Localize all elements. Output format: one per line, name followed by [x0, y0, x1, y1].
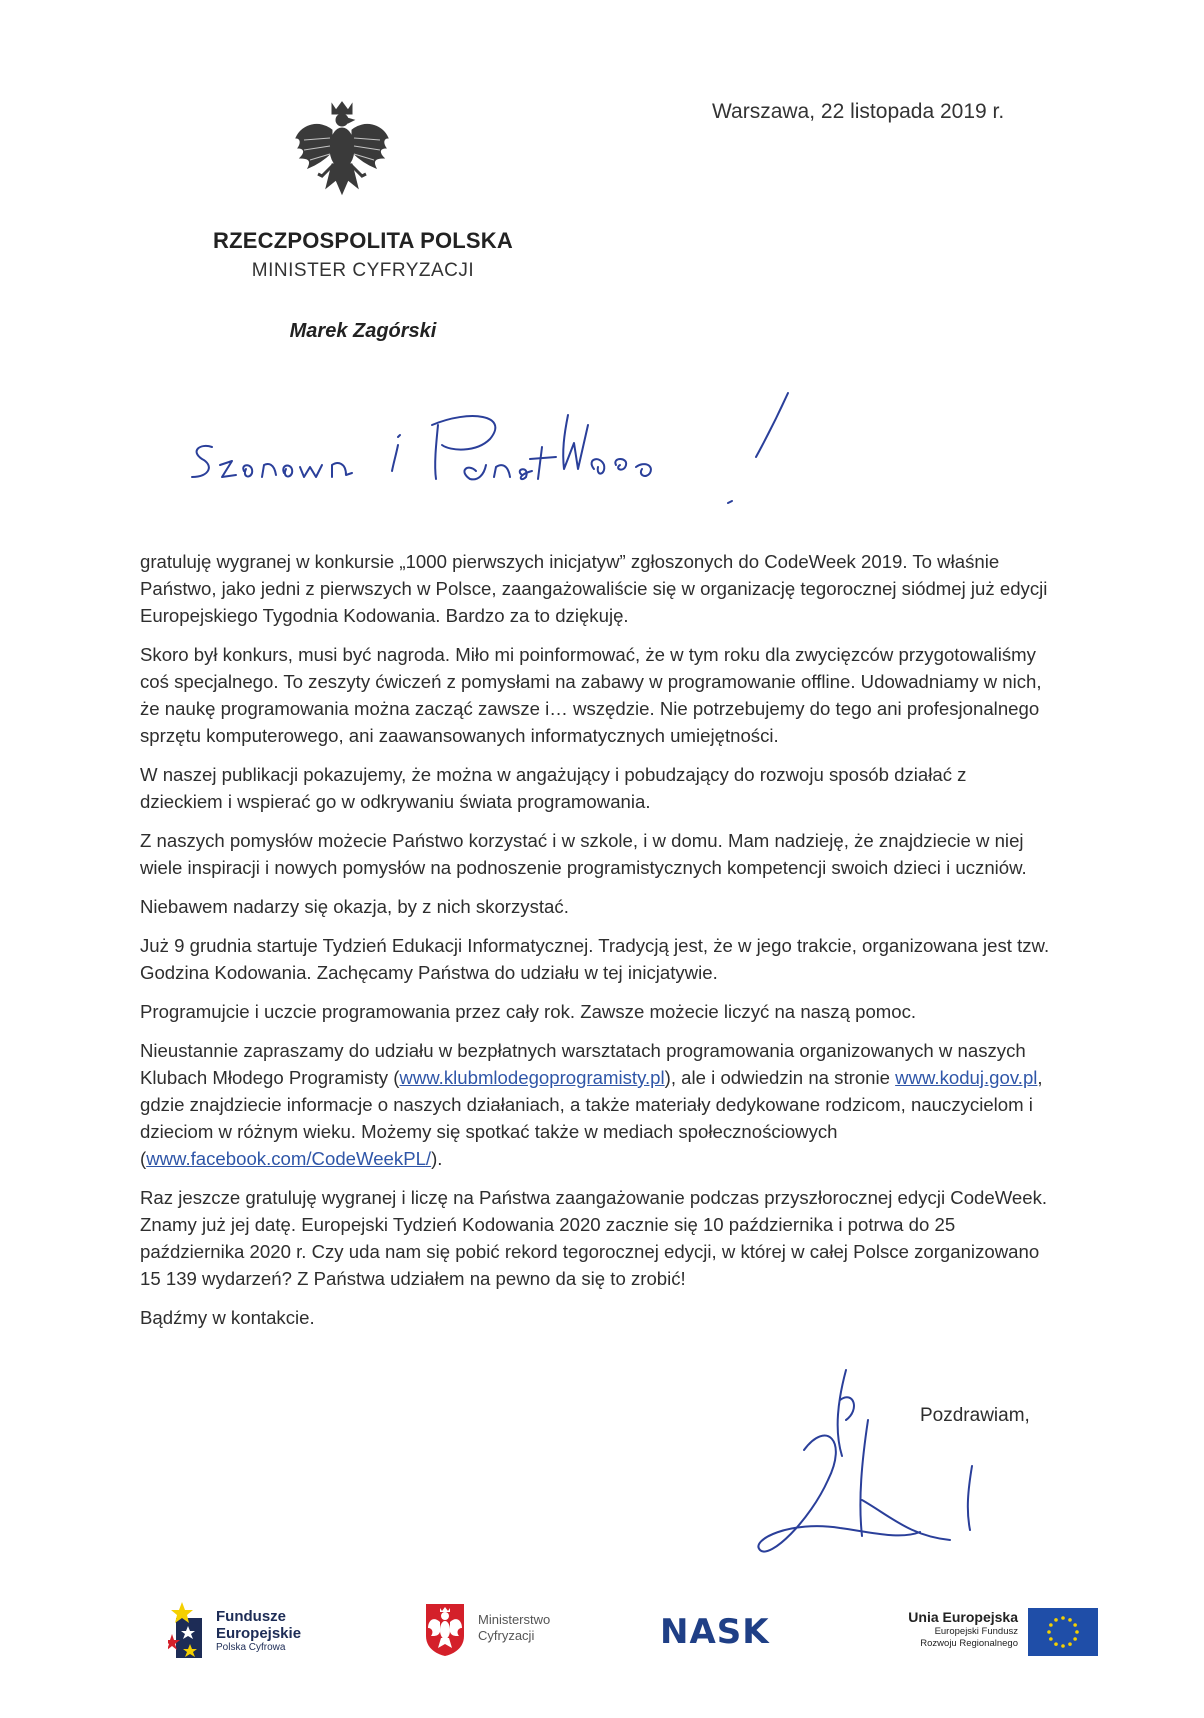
link-koduj[interactable]: www.koduj.gov.pl	[895, 1067, 1038, 1088]
eu-star	[1061, 1616, 1065, 1620]
closing-greeting: Pozdrawiam,	[920, 1405, 1030, 1426]
institution-subtitle: MINISTER CYFRYZACJI	[251, 260, 475, 281]
footer-logos	[0, 1598, 1204, 1678]
paragraph: Z naszych pomysłów możecie Państwo korzystać i w szkole, i w domu. Mam nadzieję, że znajdziecie w niej wiele inspiracji i nowych pomysłów na podnoszenie programistycznych kompetencji swoich dzieci i uczniów.	[140, 830, 1027, 878]
eu-star	[1068, 1642, 1072, 1646]
logo-text: Unia Europejska	[908, 1609, 1018, 1625]
eu-star	[1068, 1618, 1072, 1622]
handwritten-signature	[750, 1360, 1080, 1580]
letter-date: Warszawa, 22 listopada 2019 r.	[712, 100, 1005, 123]
minister-name: Marek Zagórski	[289, 320, 437, 342]
paragraph: gratuluję wygranej w konkursie „1000 pierwszych inicjatyw” zgłoszonych do CodeWeek 2019. To właśnie Państwo, jako jedni z pierwszych w Polsce, zaangażowaliście się w organizację tegorocznej siódmej już edycji Europejskiego Tygodnia Kodowania. Bardzo za to dziękuję.	[140, 551, 1048, 626]
logo-text: Europejski Fundusz	[934, 1626, 1018, 1637]
logo-text: Europejskie	[216, 1625, 302, 1642]
ministerstwo-cyfryzacji-emblem-icon	[424, 1602, 466, 1656]
link-facebook-codeweek[interactable]: www.facebook.com/CodeWeekPL/	[146, 1148, 432, 1169]
paragraph: Niebawem nadarzy się okazja, by z nich skorzystać.	[140, 896, 569, 917]
fundusze-europejskie-text	[216, 1608, 301, 1653]
paragraph-with-links	[140, 1037, 1050, 1172]
eu-star	[1073, 1623, 1077, 1627]
logo-text: Cyfryzacji	[478, 1628, 535, 1643]
paragraph: Programujcie i uczcie programowania przez cały rok. Zawsze możecie liczyć na naszą pomoc.	[140, 1001, 917, 1022]
paragraph-text: ), ale i odwiedzin na stronie	[664, 1067, 896, 1088]
link-klub-mlodego-programisty[interactable]: www.klubmlodegoprogramisty.pl	[399, 1067, 665, 1088]
paragraph: Skoro był konkurs, musi być nagroda. Miło mi poinformować, że w tym roku dla zwycięzców przygotowaliśmy coś specjalnego. To zeszyty ćwiczeń z pomysłami na zabawy w programowanie offline. Udowadniamy w nich, że naukę programowania można zacząć zawsze i… wszędzie. Nie potrzebujemy do tego ani profesjonalnego sprzętu komputerowego, ani zaawansowanych informatycznych umiejętności.	[140, 644, 1042, 746]
logo-text: Ministerstwo	[478, 1612, 551, 1627]
eu-star	[1054, 1618, 1058, 1622]
polish-eagle-icon	[292, 98, 392, 206]
paragraph: Już 9 grudnia startuje Tydzień Edukacji Informatycznej. Tradycją jest, że w jego trakcie, organizowana jest tzw. Godzina Kodowania. Zachęcamy Państwa do udziału w tej inicjatywie.	[140, 935, 1050, 983]
letter-body	[140, 548, 1050, 1343]
paragraph: Bądźmy w kontakcie.	[140, 1307, 315, 1328]
paragraph: W naszej publikacji pokazujemy, że można w angażujący i pobudzający do rozwoju sposób działać z dzieckiem i wspierać go w odkrywaniu świata programowania.	[140, 764, 967, 812]
ministerstwo-cyfryzacji-text	[478, 1612, 550, 1644]
paragraph-text: Nieustannie zapraszamy do udziału w bezpłatnych warsztatach programowania organizowanych w naszych Klubach Młodego Programisty (	[140, 1040, 1026, 1088]
eu-flag-icon	[1028, 1608, 1098, 1656]
eu-star	[1054, 1642, 1058, 1646]
eu-star	[1047, 1630, 1051, 1634]
logo-text: Rozwoju Regionalnego	[920, 1638, 1018, 1649]
fundusze-europejskie-logo-icon	[168, 1600, 208, 1662]
eu-star	[1073, 1637, 1077, 1641]
eu-star	[1061, 1644, 1065, 1648]
logo-text: Polska Cyfrowa	[216, 1642, 286, 1653]
paragraph-text: ).	[431, 1148, 443, 1169]
eu-star	[1049, 1623, 1053, 1627]
nask-logo: NASK	[660, 1612, 770, 1652]
eu-star	[1075, 1630, 1079, 1634]
paragraph: Raz jeszcze gratuluję wygranej i liczę na Państwa zaangażowanie podczas przyszłorocznej edycji CodeWeek. Znamy już jej datę. Europejski Tydzień Kodowania 2020 zacznie się 10 października i potrwa do 25 października 2020 r. Czy uda nam się pobić rekord tegorocznej edycji, w której w całej Polsce zorganizowano 15 139 wydarzeń? Z Państwa udziałem na pewno da się to zrobić!	[140, 1187, 1048, 1289]
eu-star	[1049, 1637, 1053, 1641]
handwritten-salutation	[180, 385, 880, 535]
institution-title: RZECZPOSPOLITA POLSKA	[213, 228, 513, 253]
unia-europejska-text	[888, 1608, 1018, 1650]
paragraph-text: , gdzie znajdziecie informacje o naszych działaniach, a także materiały dedykowane rodzicom, nauczycielom i dzieciom w różnym wieku. Możemy się spotkać także w mediach społecznościowych (	[140, 1067, 1043, 1169]
logo-text: Fundusze	[216, 1608, 286, 1625]
